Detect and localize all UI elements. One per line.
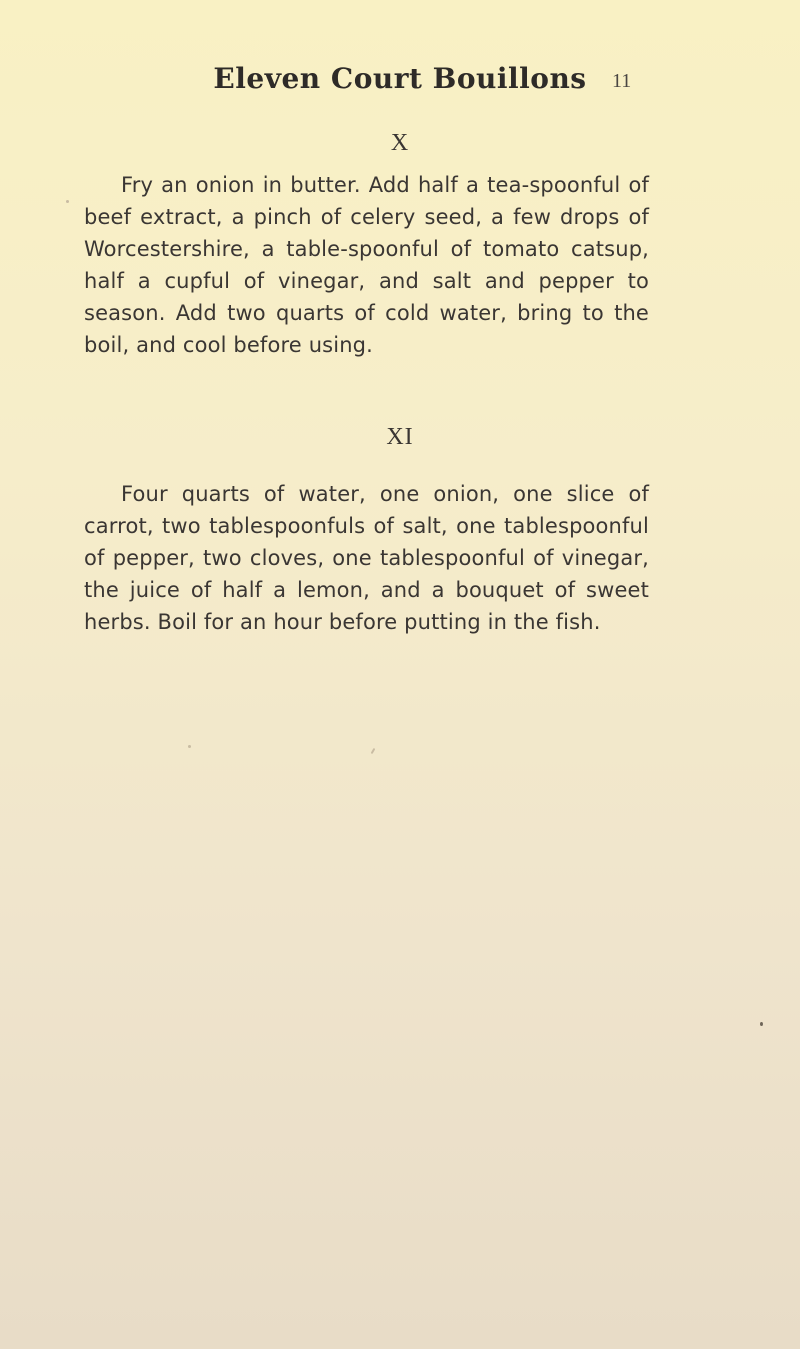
- running-head: [0, 62, 800, 102]
- section-heading-xi: XI: [386, 424, 414, 450]
- recipe-paragraph-x: Fry an onion in butter. Add half a tea-spoonful of beef extract, a pinch of celery seed, a few drops of Worcestershire, a table-spoonful of tomato catsup, half a cupful of vinegar, and salt and pepper to season. Add two quarts of cold water, bring to the boil, and cool before using.: [84, 173, 649, 357]
- paper-speck: [66, 200, 69, 203]
- page-number: 11: [612, 70, 632, 92]
- running-title: Eleven Court Bouillons: [213, 62, 587, 95]
- paper-speck: [760, 1022, 763, 1026]
- paper-speck: [371, 748, 376, 754]
- section-heading-x: X: [390, 130, 410, 156]
- paper-speck: [188, 745, 191, 748]
- recipe-paragraph-xi: Four quarts of water, one onion, one slice of carrot, two tablespoonfuls of salt, one tablespoonful of pepper, two cloves, one tablespoonful of vinegar, the juice of half a lemon, and a bouquet of sweet herbs. Boil for an hour before putting in the fish.: [84, 482, 649, 634]
